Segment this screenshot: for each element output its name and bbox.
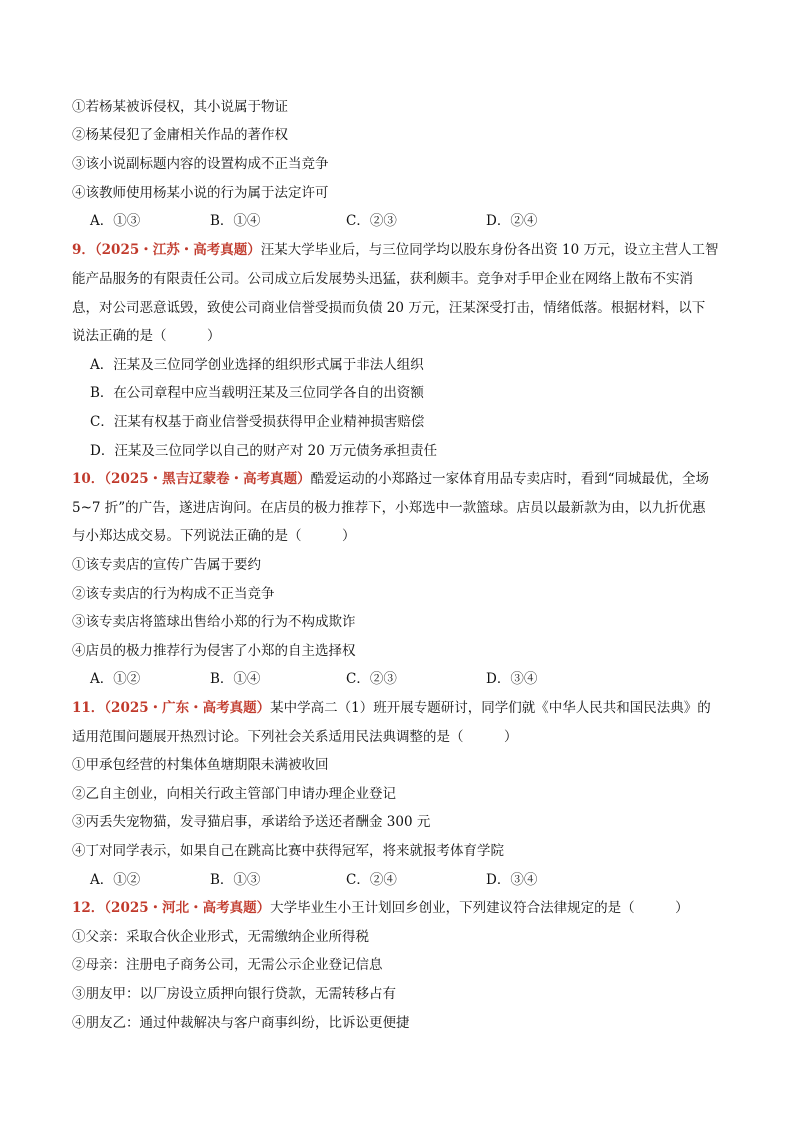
q9-source: （2025・江苏・高考真题） [94,242,261,258]
q11-statement-2: ②乙自主创业，向相关行政主管部门申请办理企业登记 [72,786,396,802]
q11-choice-b[interactable]: B．①③ [210,872,261,888]
q8-choice-b[interactable]: B．①④ [210,213,261,229]
q12-number: 12． [72,900,105,916]
q9-option-a[interactable]: A．汪某及三位同学创业选择的组织形式属于非法人组织 [90,357,424,373]
q8-choice-c[interactable]: C．②③ [346,213,397,229]
q10-text-1: 酷爱运动的小郑路过一家体育用品专卖店时，看到“同城最优，全场 [310,471,710,487]
q12-statement-3: ③朋友甲：以厂房设立质押向银行贷款，无需转移占有 [72,986,396,1002]
q11-choice-d[interactable]: D．③④ [486,872,538,888]
q8-statement-1: ①若杨某被诉侵权，其小说属于物证 [72,99,288,115]
q8-statement-3: ③该小说副标题内容的设置构成不正当竞争 [72,156,329,172]
q12-statement-4: ④朋友乙：通过仲裁解决与客户商事纠纷，比诉讼更便捷 [72,1015,410,1031]
q11-statement-1: ①甲承包经营的村集体鱼塘期限未满被收回 [72,757,329,773]
q9-stem-line-2: 能产品服务的有限责任公司。公司成立后发展势头迅猛，获利颇丰。竞争对手甲企业在网络上散布不实消 [72,271,693,287]
q11-source: （2025・广东・高考真题） [104,700,271,716]
q10-statement-2: ②该专卖店的行为构成不正当竞争 [72,586,275,602]
q11-stem-line-1 [72,699,711,717]
q10-statement-3: ③该专卖店将篮球出售给小郑的行为不构成欺诈 [72,614,356,630]
q10-choice-c[interactable]: C．②③ [346,671,397,687]
q12-source: （2025・河北・高考真题） [104,900,271,916]
q11-text-1: 某中学高二（1）班开展专题研讨，同学们就《中华人民共和国民法典》的 [270,700,711,716]
q12-stem-line-1 [72,899,689,917]
q9-option-c[interactable]: C．汪某有权基于商业信誉受损获得甲企业精神损害赔偿 [90,414,425,430]
q9-option-d[interactable]: D．汪某及三位同学以自己的财产对 20 万元债务承担责任 [90,443,438,459]
q12-statement-1: ①父亲：采取合伙企业形式，无需缴纳企业所得税 [72,929,369,945]
q12-statement-2: ②母亲：注册电子商务公司，无需公示企业登记信息 [72,957,383,973]
q10-source: （2025・黑吉辽蒙卷・高考真题） [104,471,311,487]
q10-stem-line-1 [72,470,709,488]
q10-stem-line-2: 5~7 折”的广告，遂进店询问。在店员的极力推荐下，小郑选中一款篮球。店员以最新款为由，以九折优惠 [72,500,706,516]
q10-statement-1: ①该专卖店的宣传广告属于要约 [72,557,261,573]
q11-statement-3: ③丙丢失宠物猫，发寻猫启事，承诺给予送还者酬金 300 元 [72,814,431,830]
q11-stem-line-2: 适用范围问题展开热烈讨论。下列社会关系适用民法典调整的是（ ） [72,729,518,745]
q8-statement-4: ④该教师使用杨某小说的行为属于法定许可 [72,185,329,201]
q12-text-1: 大学毕业生小王计划回乡创业，下列建议符合法律规定的是（ ） [270,900,689,916]
q10-choice-b[interactable]: B．①④ [210,671,261,687]
q11-statement-4: ④丁对同学表示，如果自己在跳高比赛中获得冠军，将来就报考体育学院 [72,843,504,859]
q8-choice-a[interactable]: A．①③ [90,213,141,229]
q10-choice-d[interactable]: D．③④ [486,671,538,687]
q9-option-b[interactable]: B．在公司章程中应当载明汪某及三位同学各自的出资额 [90,385,424,401]
q9-stem-line-3: 息，对公司恶意诋毁，致使公司商业信誉受损而负债 20 万元，汪某深受打击，情绪低落。根据材料，以下 [72,300,706,316]
q11-choice-c[interactable]: C．②④ [346,872,397,888]
q8-choice-d[interactable]: D．②④ [486,213,538,229]
q9-stem-line-4: 说法正确的是（ ） [72,328,221,344]
q11-number: 11． [72,700,105,716]
q10-number: 10． [72,471,105,487]
q9-stem-line-1 [72,241,719,259]
q8-statement-2: ②杨某侵犯了金庸相关作品的著作权 [72,127,288,143]
q10-choice-a[interactable]: A．①② [90,671,141,687]
q9-text-1: 汪某大学毕业后，与三位同学均以股东身份各出资 10 万元，设立主营人工智 [260,242,719,258]
q11-choice-a[interactable]: A．①② [90,872,141,888]
q10-statement-4: ④店员的极力推荐行为侵害了小郑的自主选择权 [72,643,356,659]
q10-stem-line-3: 与小郑达成交易。下列说法正确的是（ ） [72,528,356,544]
q9-number: 9． [72,242,95,258]
